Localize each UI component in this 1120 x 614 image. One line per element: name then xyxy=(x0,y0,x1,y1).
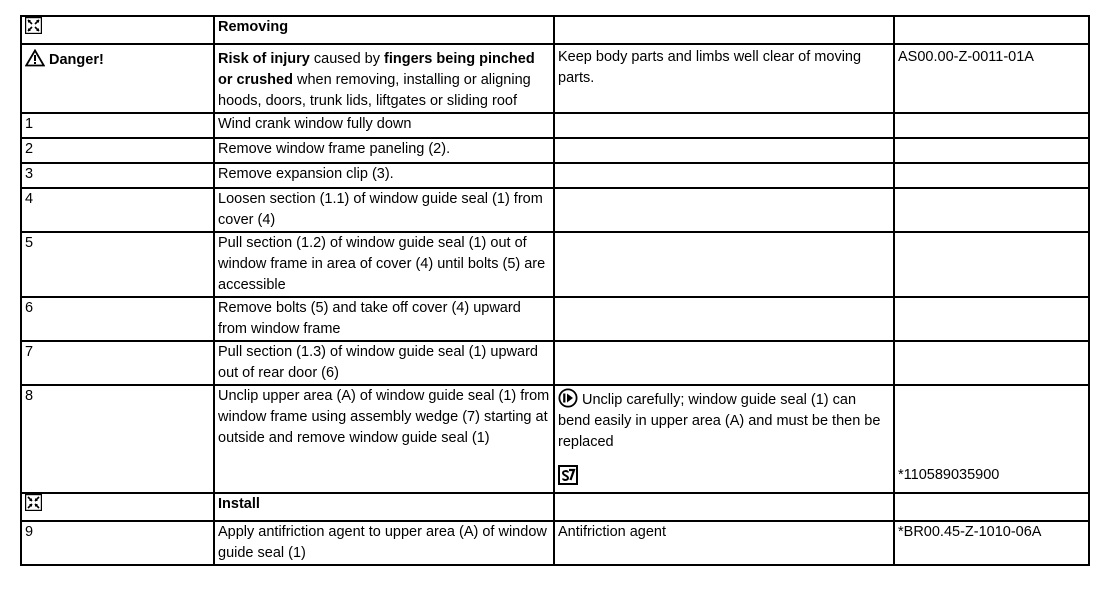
step-note-block xyxy=(558,388,890,453)
step-text: Wind crank window fully down xyxy=(214,113,554,138)
section-icon-cell xyxy=(21,493,214,521)
step-row xyxy=(21,188,1089,232)
section-icon-cell xyxy=(21,16,214,44)
step-row xyxy=(21,138,1089,163)
step-reference xyxy=(894,163,1089,188)
step-reference xyxy=(894,232,1089,297)
danger-risk-cell xyxy=(214,44,554,113)
procedure-icon xyxy=(25,494,42,511)
step-number: 5 xyxy=(21,232,214,297)
note-arrow-icon xyxy=(558,388,578,408)
step-row xyxy=(21,297,1089,341)
empty-cell xyxy=(554,493,894,521)
section-row-install xyxy=(21,493,1089,521)
step-note-cell xyxy=(554,385,894,493)
step-number: 7 xyxy=(21,341,214,385)
step-reference xyxy=(894,341,1089,385)
step-note: Antifriction agent xyxy=(554,521,894,565)
step-number: 1 xyxy=(21,113,214,138)
procedure-sheet xyxy=(20,15,1088,566)
step-note xyxy=(554,188,894,232)
danger-row xyxy=(21,44,1089,113)
step-row xyxy=(21,232,1089,297)
section-title: Removing xyxy=(214,16,554,44)
step-row xyxy=(21,163,1089,188)
step-reference xyxy=(894,113,1089,138)
danger-reference: AS00.00-Z-0011-01A xyxy=(894,44,1089,113)
step-number: 6 xyxy=(21,297,214,341)
danger-measure: Keep body parts and limbs well clear of moving parts. xyxy=(554,44,894,113)
procedure-icon xyxy=(25,17,42,34)
danger-label: Danger! xyxy=(49,52,104,68)
step-text: Remove bolts (5) and take off cover (4) upward from window frame xyxy=(214,297,554,341)
risk-text-2: when removing, installing or aligning hoods, doors, trunk lids, liftgates or sliding roof xyxy=(218,72,531,109)
empty-cell xyxy=(894,493,1089,521)
procedure-table xyxy=(20,15,1090,566)
danger-label-cell xyxy=(21,44,214,113)
step-text: Unclip upper area (A) of window guide seal (1) from window frame using assembly wedge (7) starting at outside and remove window guide seal (1) xyxy=(214,385,554,493)
step-reference: *110589035900 xyxy=(894,385,1089,493)
step-reference: *BR00.45-Z-1010-06A xyxy=(894,521,1089,565)
step-row xyxy=(21,341,1089,385)
step-number: 4 xyxy=(21,188,214,232)
step-reference xyxy=(894,297,1089,341)
special-tool-icon xyxy=(558,465,578,485)
step-note xyxy=(554,232,894,297)
step-text: Remove expansion clip (3). xyxy=(214,163,554,188)
empty-cell xyxy=(894,16,1089,44)
step-note xyxy=(554,341,894,385)
step-text: Loosen section (1.1) of window guide seal (1) from cover (4) xyxy=(214,188,554,232)
step-number: 2 xyxy=(21,138,214,163)
step-reference xyxy=(894,188,1089,232)
step-note xyxy=(554,113,894,138)
risk-text-1: caused by xyxy=(309,51,385,67)
empty-cell xyxy=(554,16,894,44)
step-number: 3 xyxy=(21,163,214,188)
step-text: Pull section (1.2) of window guide seal (1) out of window frame in area of cover (4) until bolts (5) are accessible xyxy=(214,232,554,297)
step-number: 9 xyxy=(21,521,214,565)
step-row xyxy=(21,385,1089,493)
step-text: Pull section (1.3) of window guide seal (1) upward out of rear door (6) xyxy=(214,341,554,385)
risk-text-bold-2: fingers being pinched or crushed xyxy=(218,51,535,88)
risk-text-bold-1: Risk of injury xyxy=(218,51,310,67)
section-row-removing xyxy=(21,16,1089,44)
step-note xyxy=(554,138,894,163)
step-note xyxy=(554,297,894,341)
warning-triangle-icon xyxy=(25,49,45,67)
step-text: Apply antifriction agent to upper area (A) of window guide seal (1) xyxy=(214,521,554,565)
step-note: Unclip carefully; window guide seal (1) can bend easily in upper area (A) and must be then be replaced xyxy=(558,392,881,450)
step-number: 8 xyxy=(21,385,214,493)
step-reference xyxy=(894,138,1089,163)
step-row xyxy=(21,521,1089,565)
step-text: Remove window frame paneling (2). xyxy=(214,138,554,163)
step-row xyxy=(21,113,1089,138)
section-title: Install xyxy=(214,493,554,521)
step-note xyxy=(554,163,894,188)
